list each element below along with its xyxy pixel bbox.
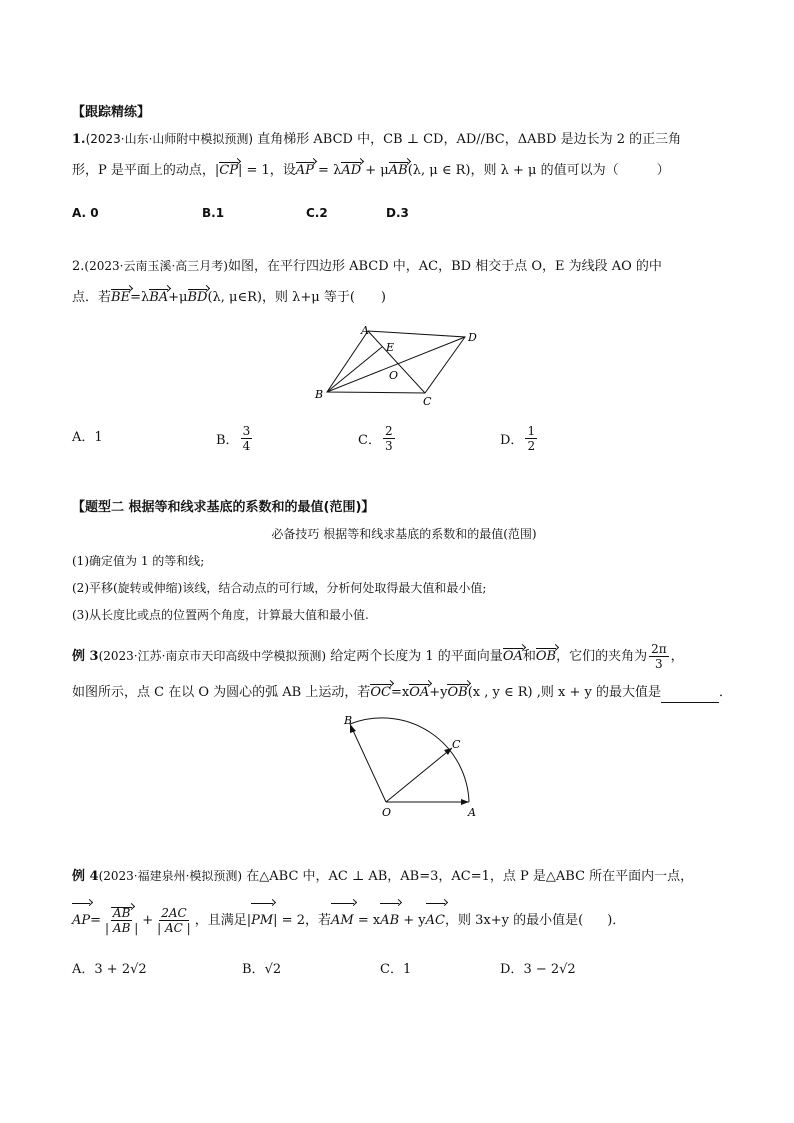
question-2-number: 2. xyxy=(72,259,85,274)
q1-option-a[interactable]: A. 0 xyxy=(72,206,99,220)
example-3-line-1 xyxy=(72,642,736,671)
q2-option-a[interactable]: A．1 xyxy=(72,430,103,445)
vector-be: BE xyxy=(111,288,130,308)
vector-ob: OB xyxy=(536,647,556,667)
label-a: A xyxy=(468,806,476,819)
question-1-line-2 xyxy=(72,161,736,181)
label-c: C xyxy=(423,395,432,408)
ex4-plus: + xyxy=(142,913,154,928)
q1-text-b: | = 1，设 xyxy=(237,163,296,178)
question-2-line-1 xyxy=(72,256,736,277)
vector-ob-line xyxy=(350,724,386,802)
vector-ba: BA xyxy=(149,288,168,308)
question-1-line-1 xyxy=(72,129,736,150)
topic-2-step-3: (3)从长度比或点的位置两个角度，计算最大值和最小值. xyxy=(72,608,369,622)
q1-option-c[interactable]: C.2 xyxy=(306,206,328,220)
example-4-number: 例 4 xyxy=(72,869,99,884)
label-o: O xyxy=(389,369,399,382)
vector-bd: BD xyxy=(188,288,208,308)
example-4-source: (2023·福建泉州·模拟预测) xyxy=(98,869,243,883)
question-1-text: 直角梯形 ABCD 中，CB ⊥ CD，AD//BC，ΔABD 是边长为 2 的正三角 xyxy=(257,132,682,147)
question-2-line-2 xyxy=(72,288,736,308)
diagonal-bd xyxy=(327,337,465,392)
vector-ab: AB xyxy=(389,161,408,181)
vector-ac: AC xyxy=(426,902,445,940)
vector-oc: OC xyxy=(370,683,391,703)
ex3-text-h: (x , y ∈ R) ,则 x + y 的最大值是 xyxy=(467,685,661,700)
question-2-text: 如图，在平行四边形 ABCD 中，AC，BD 相交于点 O，E 为线段 AO 的中 xyxy=(227,259,662,274)
example-4-line-2 xyxy=(72,902,736,940)
section-tracking-heading: 【跟踪精练】 xyxy=(72,105,151,120)
example-3-line-2 xyxy=(72,683,754,703)
vector-ob-2: OB xyxy=(447,683,467,703)
vector-ap-2: AP xyxy=(72,902,90,940)
label-c: C xyxy=(452,738,461,751)
label-a: A xyxy=(361,324,369,337)
example-3-source: (2023·江苏·南京市天印高级中学模拟预测) xyxy=(98,649,327,663)
vector-cp: CP xyxy=(219,161,238,181)
q2-text-e: ) xyxy=(380,290,386,305)
question-1-number: 1. xyxy=(72,132,86,147)
example-4-text: 在△ABC 中，AC ⊥ AB，AB=3，AC=1，点 P 是△ABC 所在平面内一点， xyxy=(246,869,694,884)
ex3-text-a: 给定两个长度为 1 的平面向量 xyxy=(330,649,503,664)
vector-pm: PM xyxy=(251,902,273,940)
q1-text-e: (λ, μ ∈ R)，则 λ + μ 的值可以为（ xyxy=(407,163,619,178)
example-3-number: 例 3 xyxy=(72,649,99,664)
question-1-source: (2023·山东·山师附中模拟预测) xyxy=(85,132,254,146)
ex4-option-d[interactable]: D．3 − 2√2 xyxy=(500,962,576,977)
segment-be xyxy=(327,347,382,392)
ex3-text-f: =x xyxy=(390,685,410,700)
arc-ab xyxy=(350,718,469,802)
q1-text-a: 形，P 是平面上的动点，| xyxy=(72,163,220,178)
ex4-text-c: = x xyxy=(353,913,381,928)
topic-2-step-2: (2)平移(旋转或伸缩)该线，结合动点的可行域，分析何处取得最大值和最小值; xyxy=(72,581,487,595)
q2-text-c: +μ xyxy=(168,290,188,305)
label-e: E xyxy=(386,341,395,354)
ex4-text-e: ，则 3x+y 的最小值是( xyxy=(445,913,584,928)
fraction-1-numerator: AB xyxy=(112,906,131,920)
example-4-line-1 xyxy=(72,866,736,887)
ex4-option-a[interactable]: A．3 + 2√2 xyxy=(72,962,147,977)
label-d: D xyxy=(468,331,477,344)
vector-oa: OA xyxy=(503,647,523,667)
vector-ad: AD xyxy=(341,161,361,181)
label-o: O xyxy=(382,806,392,819)
q1-text-f: ） xyxy=(656,163,670,178)
vector-ap: AP xyxy=(296,161,314,181)
topic-2-skill-title: 必备技巧 根据等和线求基底的系数和的最值(范围) xyxy=(271,527,537,541)
vector-ab-2: AB xyxy=(380,902,399,940)
ex4-option-b[interactable]: B．√2 xyxy=(242,962,282,977)
angle-denominator: 3 xyxy=(655,657,663,671)
label-b: B xyxy=(315,388,324,401)
arc-vector-figure xyxy=(334,712,494,822)
answer-blank[interactable] xyxy=(661,688,719,703)
ex4-text-d: + y xyxy=(399,913,426,928)
q2-option-b[interactable]: B． $\frac{3}{4}$ xyxy=(216,424,251,453)
q2-text-b: =λ xyxy=(130,290,150,305)
q2-option-c[interactable]: C． $\frac{2}{3}$ xyxy=(358,424,393,453)
arrowhead-a xyxy=(461,799,469,805)
parallelogram-figure xyxy=(310,322,490,408)
question-2-source: (2023·云南玉溪·高三月考) xyxy=(84,259,228,273)
q1-text-c: = λ xyxy=(313,163,342,178)
q2-text-d: (λ, μ∈R)，则 λ+μ 等于( xyxy=(207,290,355,305)
diagonal-ac xyxy=(368,331,425,393)
ex3-text-i: ． xyxy=(718,685,732,700)
q2-option-d[interactable]: D． $\frac{1}{2}$ xyxy=(500,424,536,453)
q1-option-b[interactable]: B.1 xyxy=(202,206,225,220)
topic-2-step-1: (1)确定值为 1 的等和线; xyxy=(72,554,205,568)
label-b: B xyxy=(344,714,353,727)
q2-text-a: 点．若 xyxy=(72,290,112,305)
ex3-text-e: 如图所示，点 C 在以 O 为圆心的弧 AB 上运动，若 xyxy=(72,685,371,700)
ex4-text-b: | = 2，若 xyxy=(273,913,331,928)
ex3-text-c: ，它们的夹角为 xyxy=(556,649,648,664)
ex3-text-d: ， xyxy=(670,649,684,664)
topic-2-heading: 【题型二 根据等和线求基底的系数和的最值(范围)】 xyxy=(72,500,375,515)
angle-numerator: 2π xyxy=(651,642,667,656)
ex4-equals: = xyxy=(90,913,102,928)
vector-am: AM xyxy=(331,902,354,940)
question-2-options xyxy=(72,424,736,454)
ex4-text-f: )． xyxy=(607,913,626,928)
ex3-text-g: +y xyxy=(429,685,448,700)
vector-oc-line xyxy=(386,748,452,802)
q1-text-d: + μ xyxy=(361,163,389,178)
fraction-2-denominator: | AC | xyxy=(157,921,191,935)
ex3-text-b: 和 xyxy=(522,649,536,664)
fraction-1-denominator: | AB | xyxy=(105,921,139,935)
q1-option-d[interactable]: D.3 xyxy=(386,206,409,220)
vector-oa-2: OA xyxy=(409,683,429,703)
fraction-2-numerator: 2AC xyxy=(161,906,187,920)
ex4-text-a: ，且满足| xyxy=(194,913,252,928)
ex4-option-c[interactable]: C．1 xyxy=(380,962,412,977)
